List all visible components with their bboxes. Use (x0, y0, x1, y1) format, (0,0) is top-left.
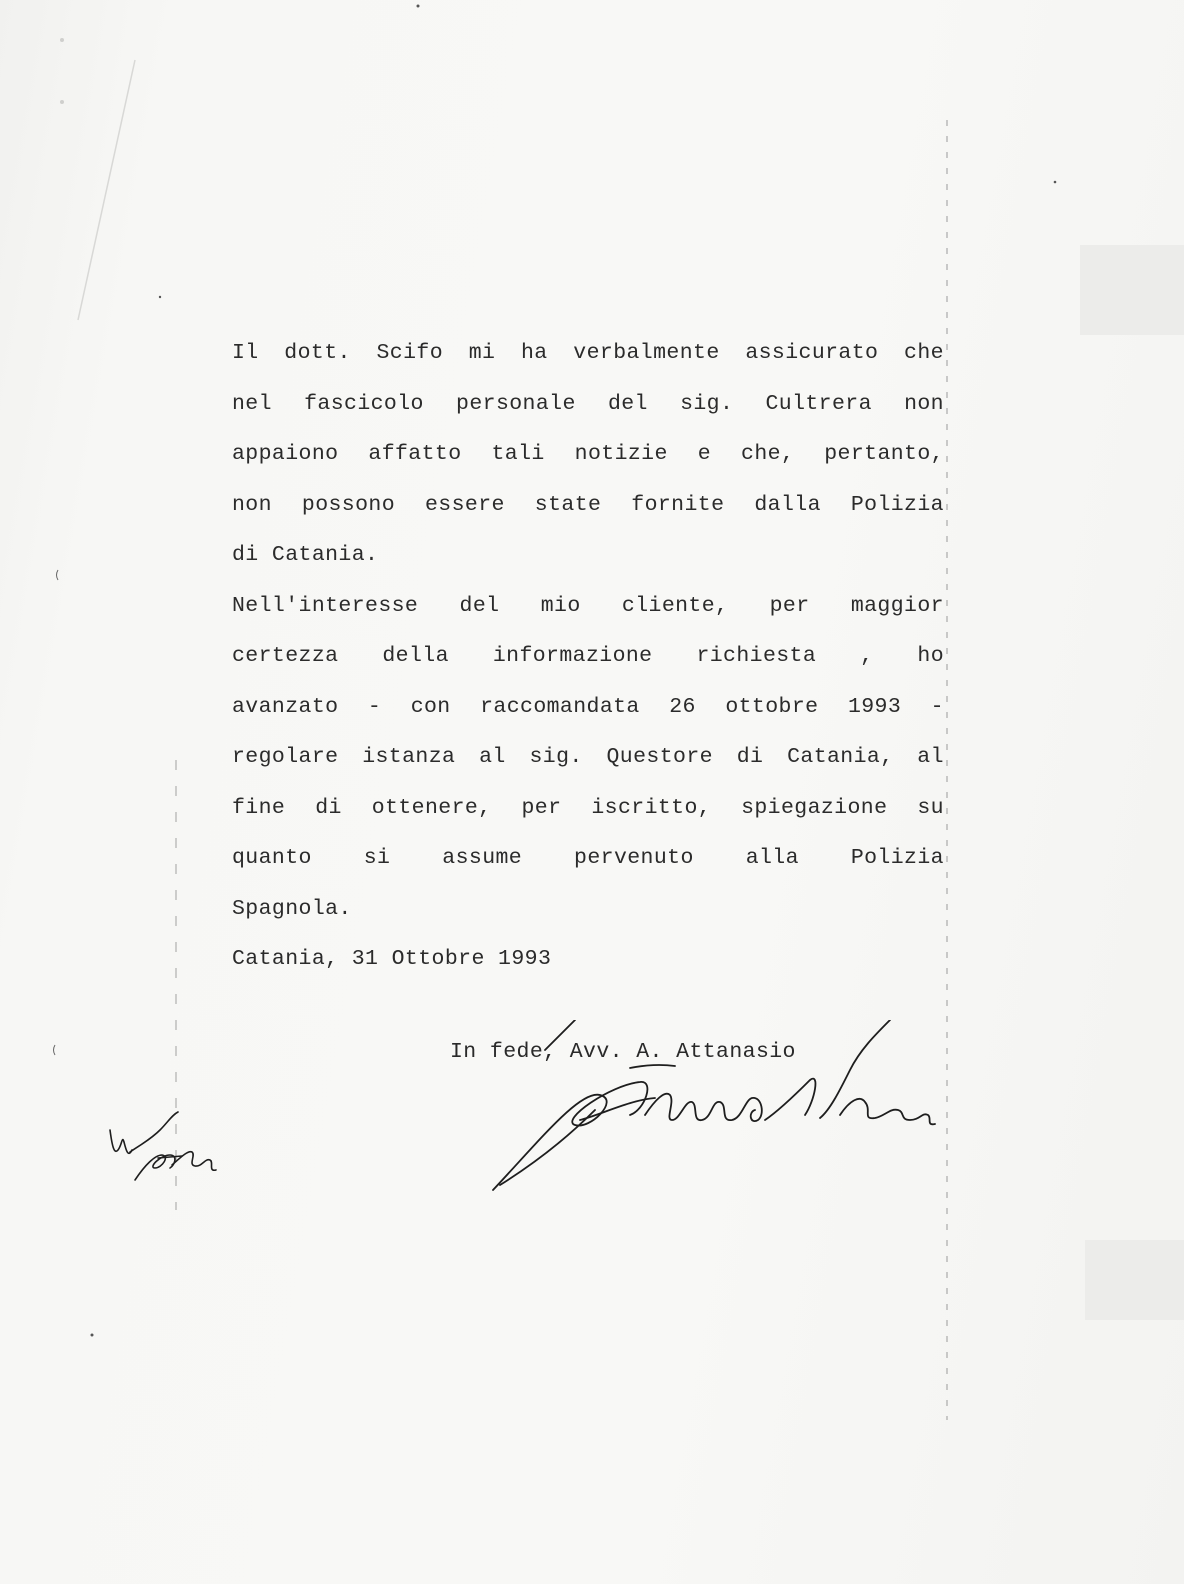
letter-line-1 (232, 328, 944, 379)
letter-line-2 (232, 379, 944, 430)
word: maggior (850, 593, 944, 618)
word: affatto (368, 442, 462, 466)
letter-line-11 (232, 833, 944, 884)
word: 1993 (847, 694, 902, 719)
word: Catania, (787, 745, 894, 769)
word: notizie (574, 442, 668, 466)
word: informazione (492, 644, 653, 668)
word: verbalmente (573, 341, 720, 365)
word: su (917, 795, 944, 820)
word: sig. (680, 391, 734, 416)
word: Polizia (850, 846, 944, 870)
word: al (479, 745, 506, 769)
word: alla (745, 846, 799, 870)
word: e (697, 442, 712, 466)
margin-initials (100, 1110, 230, 1200)
word: nel (232, 391, 272, 416)
closing-line: In fede, Avv. A. Attanasio (450, 1040, 796, 1064)
letter-line-10 (232, 783, 944, 834)
word: non (232, 492, 272, 517)
letter-body (232, 328, 944, 985)
letter-line-6 (232, 581, 944, 632)
word: 26 (669, 694, 696, 719)
word: tali (491, 442, 545, 466)
word: , (860, 644, 874, 668)
word: con (410, 694, 451, 719)
word: personale (456, 391, 576, 416)
word: certezza (232, 644, 339, 668)
word: per (769, 593, 810, 618)
word: Cultrera (765, 391, 872, 416)
word: ho (917, 644, 944, 668)
letter-line-5: di Catania. (232, 543, 379, 567)
word: avanzato (232, 694, 339, 719)
word: istanza (362, 745, 456, 769)
word: Scifo (376, 341, 444, 365)
word: che (904, 341, 944, 365)
word: Nell'interesse (232, 593, 419, 618)
word: assume (442, 846, 523, 870)
word: regolare (232, 745, 339, 769)
word: Il (232, 341, 259, 365)
word: mi (468, 341, 496, 365)
word: assicurato (745, 341, 879, 365)
word: di (736, 745, 764, 769)
word: iscritto, (591, 795, 712, 820)
word: spiegazione (741, 795, 888, 820)
word: richiesta (696, 644, 817, 668)
word: quanto (232, 846, 312, 870)
letter-line-12: Spagnola. (232, 896, 352, 921)
word: per (521, 795, 562, 820)
word: raccomandata (480, 694, 640, 719)
word: dott. (284, 341, 351, 365)
word: Questore (606, 745, 713, 769)
word: che, (741, 442, 795, 466)
word: non (904, 391, 944, 416)
word: - (367, 694, 382, 719)
word: ottenere, (371, 795, 492, 820)
word: ha (521, 341, 548, 365)
letter-date: Catania, 31 Ottobre 1993 (232, 947, 552, 971)
word: fascicolo (304, 391, 424, 416)
word: appaiono (232, 442, 339, 466)
word: si (363, 846, 391, 870)
word: fornite (631, 492, 725, 517)
word: pertanto, (824, 442, 944, 466)
word: ottobre (725, 694, 819, 719)
letter-line-9 (232, 732, 944, 783)
word: mio (540, 593, 581, 618)
word: state (534, 492, 602, 517)
letter-line-4 (232, 480, 944, 531)
word: fine (232, 795, 286, 820)
word: del (607, 391, 648, 416)
word: possono (301, 492, 396, 517)
word: cliente, (621, 593, 729, 618)
word: di (315, 795, 342, 820)
word: sig. (529, 745, 583, 769)
word: della (382, 644, 449, 668)
word: pervenuto (574, 846, 694, 870)
word: essere (424, 492, 505, 517)
word: Polizia (850, 492, 944, 517)
word: al (917, 745, 944, 769)
letter-line-8 (232, 682, 944, 733)
word: dalla (754, 492, 821, 517)
word: - (930, 694, 944, 719)
letter-line-3 (232, 429, 944, 480)
word: del (459, 593, 500, 618)
letter-line-7 (232, 631, 944, 682)
